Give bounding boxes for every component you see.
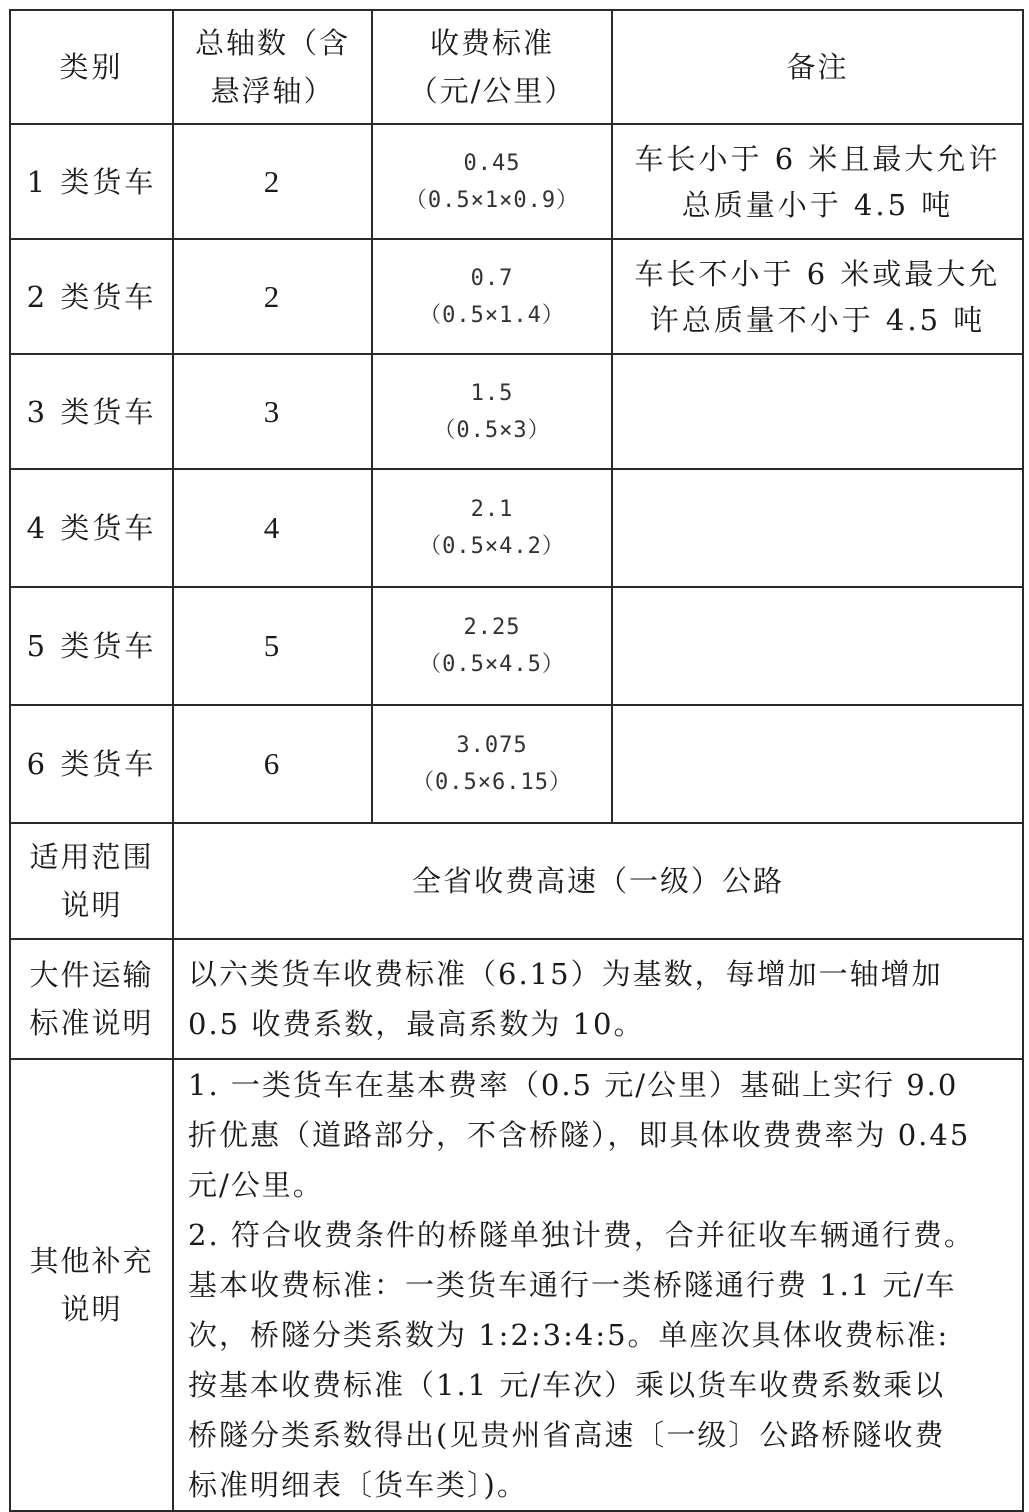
row-remark-line1: 车长小于 6 米且最大允许	[634, 141, 1001, 176]
header-fee	[372, 10, 612, 124]
row-remark	[612, 239, 1023, 354]
row-fee-formula: （0.5×4.2）	[419, 534, 565, 559]
header-row	[10, 10, 1023, 124]
scope-label-line2: 说明	[60, 888, 123, 922]
row-fee	[372, 469, 612, 587]
row-category: 5 类货车	[10, 587, 173, 705]
other-line: 按基本收费标准（1.1 元/车次）乘以货车收费系数乘以	[188, 1368, 946, 1402]
other-line: 元/公里。	[188, 1168, 324, 1202]
other-label-line1: 其他补充	[29, 1244, 154, 1278]
row-fee-formula: （0.5×3）	[433, 417, 551, 443]
other-notes-row	[10, 1059, 1023, 1511]
table-row	[10, 469, 1023, 587]
scope-text: 全省收费高速（一级）公路	[173, 823, 1023, 939]
row-axles: 2	[173, 124, 372, 239]
header-remark: 备注	[612, 10, 1023, 124]
row-fee-value: 1.5	[470, 380, 514, 406]
row-remark-line2: 许总质量不小于 4.5 吨	[649, 302, 986, 337]
table-row	[10, 354, 1023, 469]
header-axles-line1: 总轴数（含	[194, 26, 350, 60]
other-line: 次，桥隧分类系数为 1:2:3:4:5。单座次具体收费标准:	[188, 1318, 950, 1352]
row-remark	[612, 124, 1023, 239]
row-axles: 2	[173, 239, 372, 354]
row-category: 1 类货车	[10, 124, 173, 239]
row-fee-formula: （0.5×6.15）	[412, 770, 572, 795]
table-row	[10, 124, 1023, 239]
row-remark	[612, 587, 1023, 705]
row-fee-formula: （0.5×1×0.9）	[404, 187, 580, 213]
header-category: 类别	[10, 10, 173, 124]
scope-label	[10, 823, 173, 939]
row-fee	[372, 705, 612, 823]
large-label-line1: 大件运输	[29, 958, 154, 992]
row-fee	[372, 587, 612, 705]
table-row	[10, 587, 1023, 705]
header-fee-line1: 收费标准	[429, 26, 554, 60]
row-remark-line1: 车长不小于 6 米或最大允	[634, 256, 1001, 291]
row-axles: 4	[173, 469, 372, 587]
header-axles-line2: 悬浮轴）	[210, 74, 335, 108]
row-category: 4 类货车	[10, 469, 173, 587]
row-fee-formula: （0.5×1.4）	[419, 302, 565, 328]
header-axles	[173, 10, 372, 124]
scope-label-line1: 适用范围	[29, 840, 154, 874]
row-remark	[612, 354, 1023, 469]
row-category: 6 类货车	[10, 705, 173, 823]
large-text-line1: 以六类货车收费标准（6.15）为基数，每增加一轴增加	[188, 957, 943, 991]
row-remark	[612, 469, 1023, 587]
row-axles: 6	[173, 705, 372, 823]
large-label-line2: 标准说明	[29, 1006, 154, 1040]
large-label	[10, 939, 173, 1059]
row-category: 2 类货车	[10, 239, 173, 354]
row-fee-value: 2.25	[463, 615, 521, 640]
other-label	[10, 1059, 173, 1511]
other-line: 桥隧分类系数得出(见贵州省高速〔一级〕公路桥隧收费	[188, 1418, 946, 1452]
row-fee-value: 2.1	[470, 497, 514, 522]
table-row	[10, 239, 1023, 354]
row-axles: 3	[173, 354, 372, 469]
row-fee-formula: （0.5×4.5）	[419, 652, 565, 677]
other-text	[173, 1059, 1023, 1511]
scope-row	[10, 823, 1023, 939]
toll-standard-table	[9, 9, 1024, 1512]
row-fee-value: 3.075	[456, 733, 528, 758]
row-remark	[612, 705, 1023, 823]
other-line: 折优惠（道路部分，不含桥隧），即具体收费费率为 0.45	[188, 1118, 971, 1152]
other-label-line2: 说明	[60, 1292, 123, 1326]
large-transport-row	[10, 939, 1023, 1059]
large-text	[173, 939, 1023, 1059]
header-fee-line2: （元/公里）	[408, 74, 576, 108]
row-fee	[372, 124, 612, 239]
table-row	[10, 705, 1023, 823]
row-fee	[372, 354, 612, 469]
other-line: 标准明细表〔货车类〕)。	[188, 1468, 528, 1502]
row-fee	[372, 239, 612, 354]
row-axles: 5	[173, 587, 372, 705]
row-remark-line2: 总质量小于 4.5 吨	[681, 187, 954, 222]
row-fee-value: 0.45	[463, 150, 521, 176]
other-line: 2. 符合收费条件的桥隧单独计费，合并征收车辆通行费。	[188, 1218, 975, 1252]
row-category: 3 类货车	[10, 354, 173, 469]
other-line: 1. 一类货车在基本费率（0.5 元/公里）基础上实行 9.0	[188, 1068, 959, 1102]
other-line: 基本收费标准：一类货车通行一类桥隧通行费 1.1 元/车	[188, 1268, 957, 1302]
large-text-line2: 0.5 收费系数，最高系数为 10。	[188, 1007, 645, 1041]
row-fee-value: 0.7	[470, 265, 514, 291]
